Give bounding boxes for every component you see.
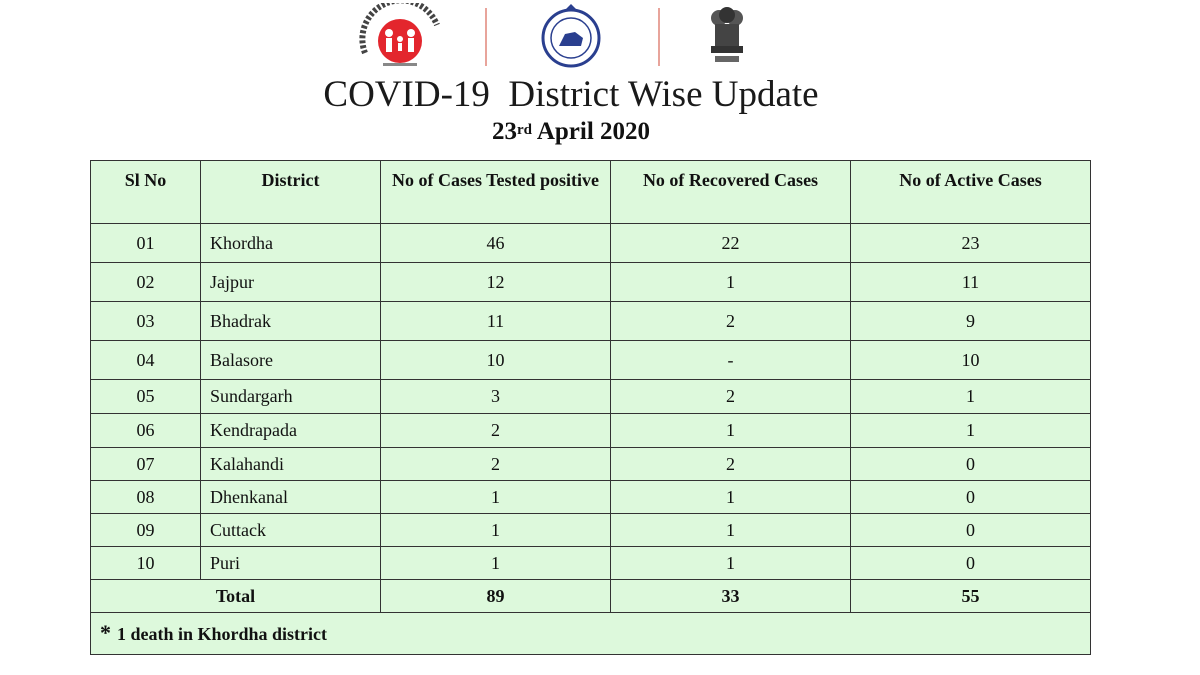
cell-district: Puri	[201, 547, 381, 580]
logo-bar	[0, 0, 1200, 70]
report-date	[0, 116, 1142, 148]
separator-line	[485, 8, 487, 66]
cell-sl: 08	[91, 481, 201, 514]
table-row	[91, 481, 1091, 514]
date-rest: April 2020	[531, 118, 651, 145]
odisha-govt-emblem	[535, 2, 607, 68]
cell-recovered: -	[611, 341, 851, 380]
cell-tested: 3	[381, 380, 611, 414]
separator-line	[658, 8, 660, 66]
cell-sl: 05	[91, 380, 201, 414]
table-header-row	[91, 161, 1091, 224]
table-row	[91, 414, 1091, 448]
cell-active: 0	[851, 514, 1091, 547]
cell-active: 9	[851, 302, 1091, 341]
cell-recovered: 1	[611, 481, 851, 514]
cell-active: 10	[851, 341, 1091, 380]
header-sl-no: Sl No	[91, 161, 201, 224]
header-tested-positive: No of Cases Tested positive	[381, 161, 611, 224]
cell-recovered: 1	[611, 263, 851, 302]
header-recovered: No of Recovered Cases	[611, 161, 851, 224]
table-row	[91, 341, 1091, 380]
cell-recovered: 1	[611, 514, 851, 547]
table-row	[91, 224, 1091, 263]
cell-district: Dhenkanal	[201, 481, 381, 514]
total-recovered: 33	[611, 580, 851, 613]
header-active: No of Active Cases	[851, 161, 1091, 224]
cell-tested: 10	[381, 341, 611, 380]
table-row	[91, 448, 1091, 481]
cell-district: Balasore	[201, 341, 381, 380]
cell-active: 1	[851, 414, 1091, 448]
cell-sl: 03	[91, 302, 201, 341]
page-title: COVID-19 District Wise Update	[323, 74, 819, 115]
national-emblem	[705, 4, 749, 66]
cell-active: 11	[851, 263, 1091, 302]
cell-sl: 04	[91, 341, 201, 380]
cell-tested: 46	[381, 224, 611, 263]
cell-recovered: 2	[611, 448, 851, 481]
cell-tested: 1	[381, 547, 611, 580]
total-active: 55	[851, 580, 1091, 613]
cell-district: Sundargarh	[201, 380, 381, 414]
cell-sl: 02	[91, 263, 201, 302]
cell-recovered: 1	[611, 414, 851, 448]
footnote	[91, 613, 1091, 655]
cell-tested: 1	[381, 514, 611, 547]
cell-tested: 2	[381, 414, 611, 448]
cell-active: 1	[851, 380, 1091, 414]
cell-district: Cuttack	[201, 514, 381, 547]
cell-district: Kalahandi	[201, 448, 381, 481]
cell-active: 0	[851, 481, 1091, 514]
cell-sl: 10	[91, 547, 201, 580]
district-cases-table	[90, 160, 1091, 655]
footnote-star: *	[100, 620, 111, 645]
header-district: District	[201, 161, 381, 224]
table-row	[91, 380, 1091, 414]
total-row	[91, 580, 1091, 613]
cell-tested: 11	[381, 302, 611, 341]
cell-active: 23	[851, 224, 1091, 263]
table-row	[91, 263, 1091, 302]
cell-recovered: 2	[611, 380, 851, 414]
table-row	[91, 302, 1091, 341]
cell-district: Bhadrak	[201, 302, 381, 341]
cell-active: 0	[851, 547, 1091, 580]
cell-recovered: 1	[611, 547, 851, 580]
cell-district: Jajpur	[201, 263, 381, 302]
cell-tested: 1	[381, 481, 611, 514]
footnote-text: 1 death in Khordha district	[117, 624, 328, 644]
date-suffix: rd	[516, 122, 532, 138]
total-tested: 89	[381, 580, 611, 613]
cell-sl: 01	[91, 224, 201, 263]
table-row	[91, 514, 1091, 547]
cell-sl: 06	[91, 414, 201, 448]
footnote-row	[91, 613, 1091, 655]
cell-sl: 07	[91, 448, 201, 481]
cell-sl: 09	[91, 514, 201, 547]
cell-district: Khordha	[201, 224, 381, 263]
national-health-mission-logo	[353, 3, 447, 69]
cell-active: 0	[851, 448, 1091, 481]
cell-tested: 2	[381, 448, 611, 481]
cell-recovered: 22	[611, 224, 851, 263]
table-row	[91, 547, 1091, 580]
date-day: 23	[491, 118, 517, 145]
cell-recovered: 2	[611, 302, 851, 341]
cell-district: Kendrapada	[201, 414, 381, 448]
total-label: Total	[91, 580, 381, 613]
cell-tested: 12	[381, 263, 611, 302]
